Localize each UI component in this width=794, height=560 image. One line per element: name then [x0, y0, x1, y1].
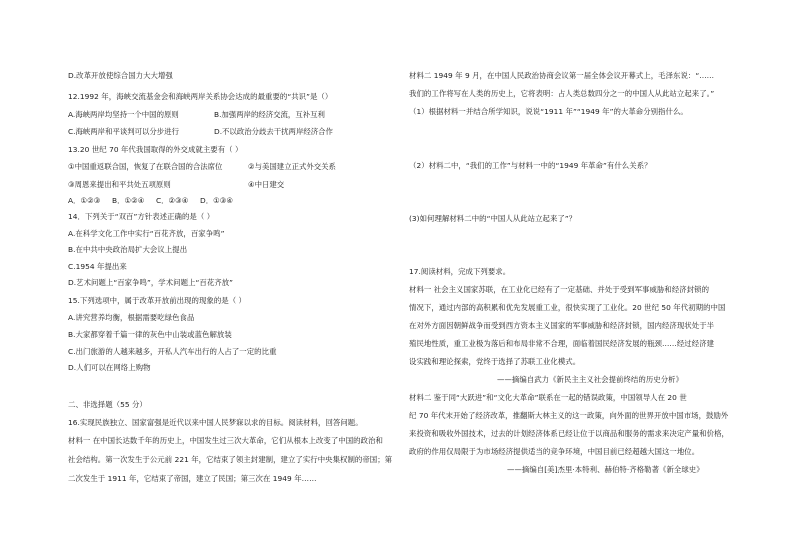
q16-material1-line3: 二次发生于 1911 年，它结束了帝国，建立了民国；第三次在 1949 年…… — [68, 474, 317, 483]
q13-item-1: ①中国重返联合国，恢复了在联合国的合法席位 — [68, 162, 223, 171]
q14-stem: 14．下列关于“双百”方针表述正确的是（ ） — [68, 212, 215, 221]
q11-option-d: D.改革开放使综合国力大大增强 — [68, 71, 173, 80]
q16-material1-line1: 材料一 在中国长达数千年的历史上，中国发生过三次大革命，它们从根本上改变了中国的政治和 — [68, 436, 383, 445]
q17-material2-line1: 材料二 鉴于同“大跃进”和“文化大革命”联系在一起的错误政策，中国领导人在 20 世 — [409, 393, 687, 402]
q16-material2-line2: 我们的工作将写在人类的历史上，它将表明：占人类总数四分之一的中国人从此站立起来了。” — [409, 89, 715, 98]
q15-stem: 15.下列选项中，属于改革开放前出现的现象的是（ ） — [68, 296, 246, 305]
q17-material2-line4: 政府的作用仅局限于为市场经济提供适当的竞争环境，中国目前已经超越大国这一地位。 — [409, 447, 700, 456]
q13-option-c: C．②③④ — [156, 196, 189, 205]
q13-item-3: ③周恩来提出和平共处五项原则 — [68, 180, 171, 189]
q16-subquestion-1: （1）根据材料一并结合所学知识，说说“1911 年”“1949 年”的大革命分别指什么。 — [409, 107, 688, 116]
q13-item-4: ④中日建交 — [248, 180, 285, 189]
q14-option-b: B.在中共中央政治局扩大会议上提出 — [68, 245, 188, 254]
q15-option-b: B.大家都穿着千篇一律的灰色中山装或蓝色解放装 — [68, 330, 232, 339]
q16-subquestion-2: （2）材料二中，“我们的工作”与材料一中的“1949 年革命”有什么关系？ — [409, 161, 652, 170]
q17-material1-line5: 设实践和理论探索，党终于选择了苏联工业化模式。 — [409, 357, 581, 366]
q13-items-row1 — [68, 162, 336, 172]
q13-stem: 13.20 世纪 70 年代我国取得的外交成就主要有（ ） — [68, 145, 243, 154]
q17-material1-line4: 殖民地性质，重工业极为落后和布局非常不合理，面临着国民经济发展的瓶颈……经过经济建 — [409, 339, 715, 348]
q17-material1-line2: 情况下，通过内部的高积累和优先发展重工业，很快实现了工业化。20 世纪 50 年代初期的中国 — [409, 303, 726, 312]
q12-option-b: B.加强两岸的经济交流，互补互利 — [214, 110, 325, 119]
section-heading: 二、非选择题（55 分） — [68, 400, 147, 409]
q12-option-a: A.海峡两岸均坚持一个中国的原则 — [68, 110, 179, 119]
q12-options-row2 — [68, 127, 333, 137]
q17-material1-line1: 材料一 社会主义国家苏联，在工业化已经有了一定基础、并处于受到军事威胁和经济封锁的 — [409, 285, 710, 294]
q17-material2-line3: 来投资和吸收外国技术，过去的计划经济体系已经让位于以商品和服务的需求来决定产量和价格， — [409, 429, 729, 438]
q14-option-d: D.艺术问题上“百家争鸣”，学术问题上“百花齐放” — [68, 278, 234, 287]
q12-option-d: D.不以政治分歧去干扰两岸经济合作 — [214, 127, 333, 136]
q13-option-d: D．①③④ — [200, 196, 233, 205]
q16-material2-line1: 材料二 1949 年 9 月，在中国人民政治协商会议第一届全体会议开幕式上，毛泽东说：“…… — [409, 71, 715, 80]
q12-options-row1 — [68, 110, 325, 120]
q13-items-row2 — [68, 180, 284, 190]
q16-subquestion-3: (3)如何理解材料二中的“中国人从此站立起来了”？ — [409, 214, 577, 223]
q17-material1-source: ——摘编自武力《新民主主义社会提前终结的历史分析》 — [497, 375, 684, 384]
q12-option-c: C.海峡两岸和平谈判可以分步进行 — [68, 127, 179, 136]
q13-options — [68, 196, 233, 206]
q14-option-a: A.在科学文化工作中实行“百花齐放，百家争鸣” — [68, 229, 225, 238]
q15-option-a: A.讲究营养均衡，根据需要吃绿色食品 — [68, 313, 195, 322]
q13-item-2: ②与美国建立正式外交关系 — [248, 162, 336, 171]
q15-option-c: C.出门旅游的人越来越多，开私人汽车出行的人占了一定的比重 — [68, 347, 277, 356]
q17-material1-line3: 在对外方面因朝鲜战争而受到西方资本主义国家的军事威胁和经济封锁，国内经济现状处于半 — [409, 321, 715, 330]
q15-option-d: D.人们可以在网络上购物 — [68, 363, 151, 372]
q17-material2-line2: 纪 70 年代末开始了经济改革，推翻斯大林主义的这一政策，向外面的世界开放中国市场，鼓励外 — [409, 411, 729, 420]
q17-material2-source: ——摘编自[美]杰里·本特利、赫伯特·齐格勒著《新全球史》 — [507, 465, 704, 474]
q16-stem: 16.实现民族独立、国家富强是近代以来中国人民梦寐以求的目标。阅读材料，回答问题。 — [68, 418, 363, 427]
q16-material1-line2: 社会结构。第一次发生于公元前 221 年，它结束了领主封建制，建立了实行中央集权制的帝国；第 — [68, 455, 393, 464]
q13-option-b: B．①②④ — [112, 196, 145, 205]
q12-stem: 12.1992 年，海峡交流基金会和海峡两岸关系协会达成的最重要的“共识”是（） — [68, 92, 333, 101]
q13-option-a: A．①②③ — [68, 196, 101, 205]
q17-stem: 17.阅读材料，完成下列要求。 — [409, 267, 511, 276]
q14-option-c: C.1954 年提出来 — [68, 262, 127, 271]
